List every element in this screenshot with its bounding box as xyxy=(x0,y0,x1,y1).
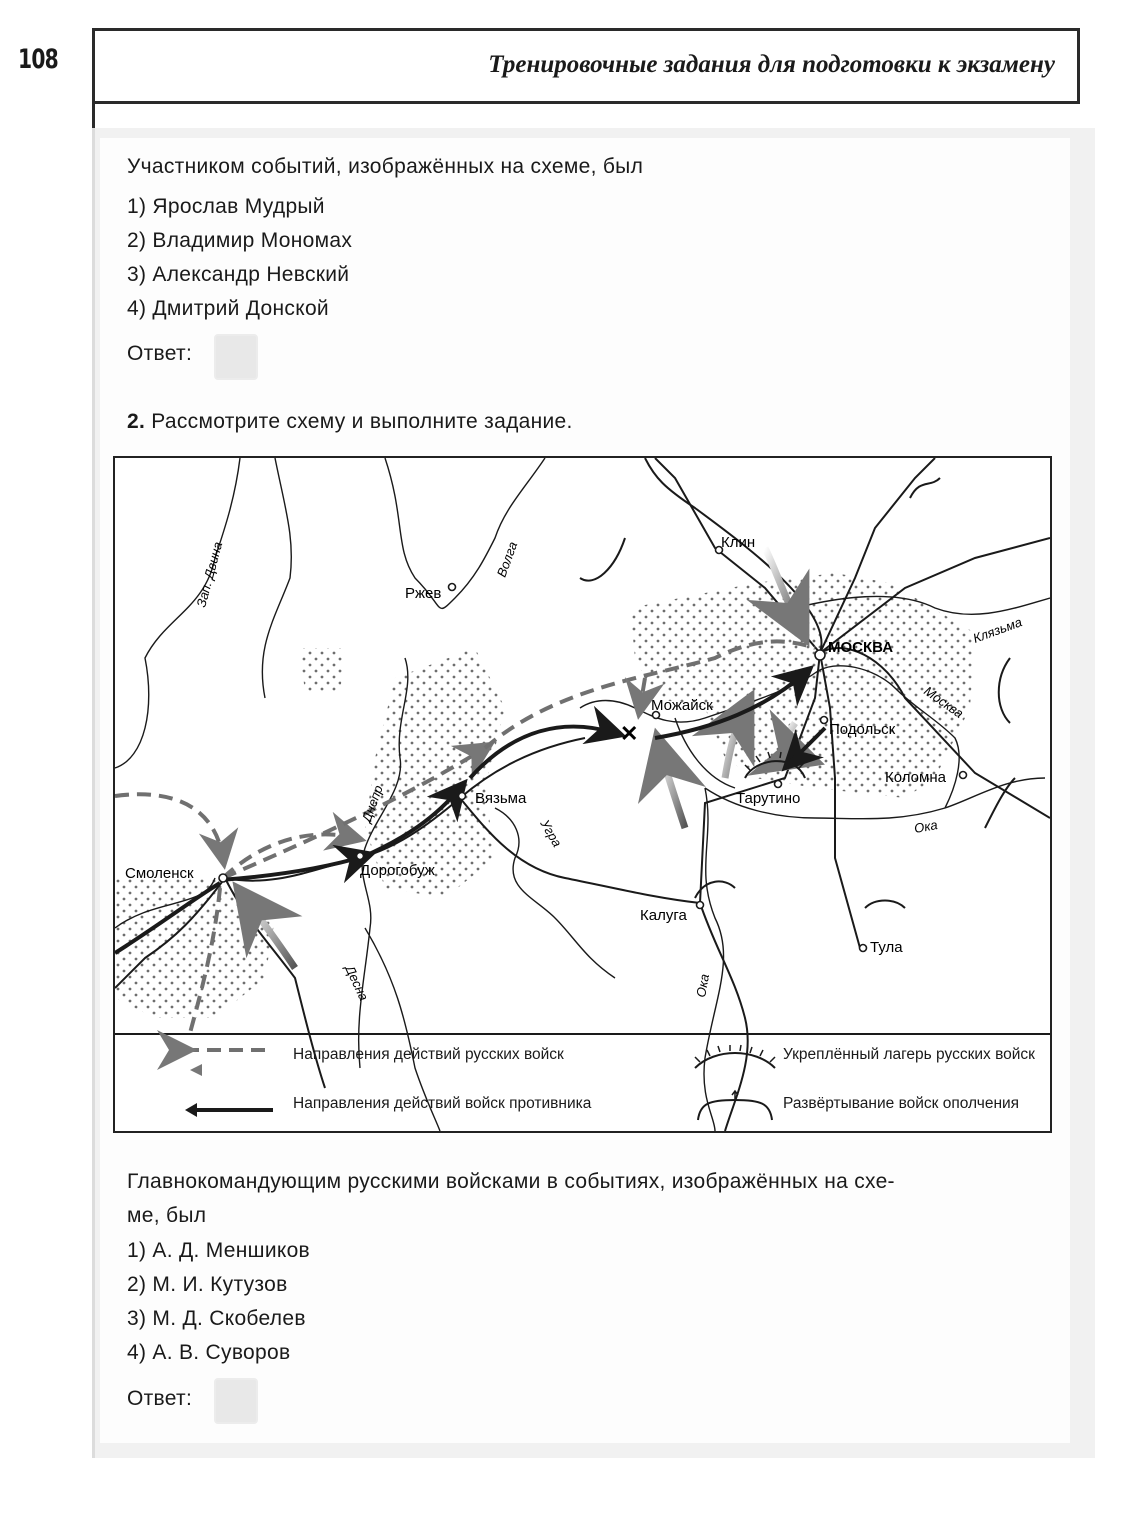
legend-militia: Развёртывание войск ополчения xyxy=(783,1095,1020,1112)
q2-option-2[interactable]: 2) М. И. Кутузов xyxy=(127,1273,288,1296)
q2-prompt: Рассмотрите схему и выполните задание. xyxy=(151,410,573,433)
historical-map xyxy=(113,456,1052,1133)
header-title: Тренировочные задания для подготовки к экзамену xyxy=(488,51,1055,78)
river-dnepr: Днепр xyxy=(358,783,386,825)
legend-russian-directions: Направления действий русских войск xyxy=(293,1046,564,1063)
q2-number: 2. xyxy=(127,410,146,433)
q1-option-3[interactable]: 3) Александр Невский xyxy=(127,263,350,286)
city-tarutino: Тарутино xyxy=(736,790,801,807)
city-tula: Тула xyxy=(870,939,903,956)
q1-answer-box[interactable] xyxy=(214,334,258,380)
river-oka-2: Ока xyxy=(693,972,713,999)
city-smolensk: Смоленск xyxy=(125,865,194,882)
borodino-battle-icon: ✕ xyxy=(620,721,639,746)
city-rzhev: Ржев xyxy=(405,585,442,602)
river-oka-1: Ока xyxy=(912,817,939,836)
legend-fortified-camp: Укреплённый лагерь русских войск xyxy=(783,1046,1035,1063)
legend-enemy-directions: Направления действий войск противника xyxy=(293,1095,592,1112)
city-moskva: МОСКВА xyxy=(828,639,894,656)
city-podolsk: Подольск xyxy=(829,721,896,738)
q2-text-line1: Главнокомандующим русскими войсками в событиях, изображённых на схе- xyxy=(127,1170,895,1193)
q2-text-line2: ме, был xyxy=(127,1204,207,1227)
q1-text: Участником событий, изображённых на схеме, был xyxy=(127,155,644,178)
river-moskva: Москва xyxy=(921,683,967,721)
header-divider xyxy=(92,98,95,130)
city-dorogobuzh: Дорогобуж xyxy=(360,862,435,879)
river-desna: Десна xyxy=(342,962,372,1003)
city-mozhaysk: Можайск xyxy=(651,697,713,714)
q1-option-4[interactable]: 4) Дмитрий Донской xyxy=(127,297,329,320)
city-vyazma: Вязьма xyxy=(475,790,527,807)
page-number: 108 xyxy=(18,44,59,75)
city-klin: Клин xyxy=(721,534,756,551)
city-kaluga: Калуга xyxy=(640,907,687,924)
river-klyazma: Клязьма xyxy=(970,614,1024,646)
q2-heading xyxy=(127,410,573,434)
q2-option-4[interactable]: 4) А. В. Суворов xyxy=(127,1341,291,1364)
map-svg xyxy=(115,458,1050,1131)
q2-option-3[interactable]: 3) М. Д. Скобелев xyxy=(127,1307,306,1330)
q1-answer-label: Ответ: xyxy=(127,342,193,365)
q1-option-2[interactable]: 2) Владимир Мономах xyxy=(127,229,353,252)
river-zap-dvina: Зап. Двина xyxy=(193,540,226,609)
q2-answer-box[interactable] xyxy=(214,1378,258,1424)
q1-option-1[interactable]: 1) Ярослав Мудрый xyxy=(127,195,325,218)
river-volga: Волга xyxy=(493,539,521,580)
city-kolomna: Коломна xyxy=(885,769,946,786)
header-box xyxy=(92,28,1080,104)
q2-option-1[interactable]: 1) А. Д. Меншиков xyxy=(127,1239,311,1262)
q2-answer-label: Ответ: xyxy=(127,1387,193,1410)
river-ugra: Угра xyxy=(537,817,565,850)
